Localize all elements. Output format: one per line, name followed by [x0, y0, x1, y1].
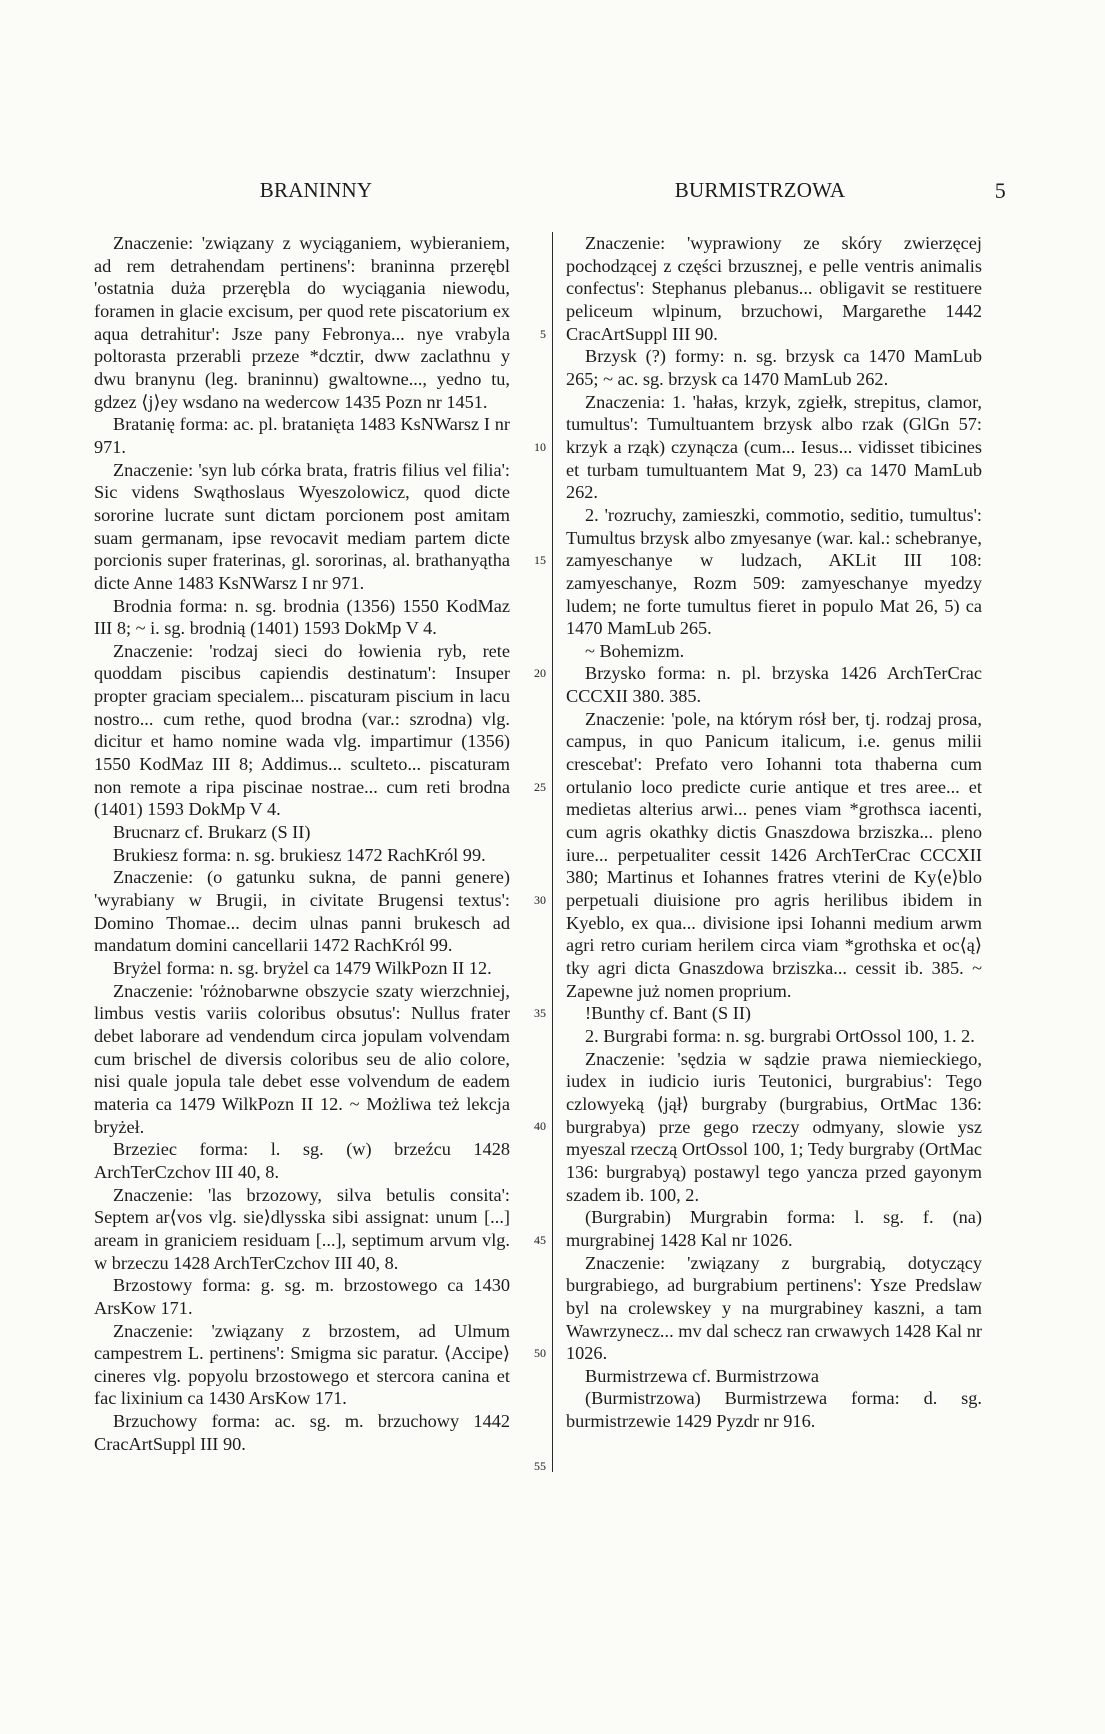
line-number: 15	[534, 553, 546, 568]
left-column-paragraph: Brzostowy forma: g. sg. m. brzostowego ca 1430 ArsKow 171.	[94, 1275, 510, 1318]
line-number: 50	[534, 1345, 546, 1360]
left-column-paragraph: Znaczenie: 'rodzaj sieci do łowienia ryb, rete quoddam piscibus capiendis destinatum': Insuper propter graciam specialem... piscaturam piscium in lacu nostro... cum rethe, quod brodna (var.: szrodna) vlg. dicitur et hamo nomine wada vlg. impartimur (1356) 1550 KodMaz III 8; Addimus... sculteto... piscaturam non remote a ripa piscinae nostrae... cum reti brodna (1401) 1593 DokMp V 4.	[94, 640, 510, 820]
right-column-paragraph: Brzysk (?) formy: n. sg. brzysk ca 1470 MamLub 265; ~ ac. sg. brzysk ca 1470 MamLub 262.	[566, 346, 982, 389]
left-column-paragraph: Znaczenie: 'syn lub córka brata, fratris filius vel filia': Sic videns Swąthoslaus Wyeszolowicz, quod dicte sororine lucrate sunt dictam porcionem post amitam suam germanam, ipse revocavit mediam partem dicte porcionis super fraterinas, gl. sororinas, al. brathanyątha dicte Anne 1483 KsNWarsz I nr 971.	[94, 459, 510, 593]
left-column-paragraph: Brzuchowy forma: ac. sg. m. brzuchowy 1442 CracArtSuppl III 90.	[94, 1411, 510, 1454]
running-head-right: BURMISTRZOWA	[674, 178, 846, 202]
right-column-paragraph: ~ Bohemizm.	[585, 640, 685, 661]
left-column-paragraph: Znaczenie: 'różnobarwne obszycie szaty wierzchniej, limbus vestis variis coloribus obsutus': Nullus frater debet laborare ad vendendum circa jopulam volvendam cum brischel de diversis coloribus seu de alio colore, nisi quale jopula tale debet esse volvendum de eadem materia ca 1479 WilkPozn II 12. ~ Możliwa też lekcja bryżeł.	[94, 980, 510, 1137]
left-column-paragraph: Znaczenie: (o gatunku sukna, de panni genere) 'wyrabiany w Brugii, in civitate Brugensi textus': Domino Thomae... decim ulnas panni brukesch ad mandatum domini cancellarii 1472 RachKról 99.	[94, 867, 510, 956]
right-column-paragraph: 2. Burgrabi forma: n. sg. burgrabi OrtOssol 100, 1. 2.	[585, 1025, 975, 1046]
line-number: 30	[534, 892, 546, 907]
right-column-paragraph: (Burmistrzowa) Burmistrzewa forma: d. sg. burmistrzewie 1429 Pyzdr nr 916.	[566, 1388, 982, 1432]
right-column	[566, 232, 982, 1433]
left-column-paragraph: Bryżel forma: n. sg. bryżel ca 1479 WilkPozn II 12.	[113, 958, 492, 978]
column-rule	[552, 232, 553, 1472]
right-column-paragraph: (Burgrabin) Murgrabin forma: l. sg. f. (na) murgrabinej 1428 Kal nr 1026.	[566, 1207, 982, 1250]
right-column-paragraph: 2. 'rozruchy, zamieszki, commotio, seditio, tumultus': Tumultus brzysk albo zmyesanye (war. kal.: schebranye, zamyeschanye w ludzach, AKLit III 108: zamyeschanye, Rozm 509: zamyeschanye myedzy ludem; ne forte tumultus fieret in populo Mat 26, 5) ca 1470 MamLub 265.	[566, 504, 982, 639]
line-number: 10	[534, 439, 546, 454]
line-number: 20	[534, 666, 546, 681]
running-head-left: BRANINNY	[259, 178, 373, 202]
page-number: 5	[994, 178, 1006, 203]
left-column-paragraph: Brukiesz forma: n. sg. brukiesz 1472 RachKról 99.	[113, 844, 486, 865]
right-column-paragraph: Burmistrzewa cf. Burmistrzowa	[585, 1365, 820, 1386]
right-column-paragraph: Znaczenie: 'sędzia w sądzie prawa niemieckiego, iudex in iudicio iuris Teutonici, burgrabius': Tego czlowyeką ⟨jął⟩ burgraby (burgrabius, OrtMac 136: burgrabya) prze gego rzeczy odmyany, slowie ysz myeszal rzeczą OrtOssol 100, 1; Tedy burgraby (OrtMac 136: burgrabyą) postawyl tego yancza przed gayonym szadem ib. 100, 2.	[566, 1048, 982, 1205]
left-column-paragraph: Bratanię forma: ac. pl. bratanięta 1483 KsNWarsz I nr 971.	[94, 414, 510, 457]
left-column-paragraph: Znaczenie: 'związany z wyciąganiem, wybieraniem, ad rem detrahendam pertinens': braninna przerębl 'ostatnia duża przerębla do wyciągania niewodu, foramen in glacie excisum, per quod rete piscatorium ex aqua detrahitur': Jsze pany Febronya... nye vrabyla poltorasta przerabli przeze *dcztir, dww zaclathnu y dwu branynu (leg. braninnu) gwaltowne..., yedno tu, gdzez ⟨j⟩ey wsdano na wedercow 1435 Pozn nr 1451.	[94, 233, 510, 412]
left-column-paragraph: Znaczenie: 'związany z brzostem, ad Ulmum campestrem L. pertinens': Smigma sic paratur. ⟨Accipe⟩ cineres vlg. popyolu brzostowego et stercora canina et fac lixinium ca 1430 ArsKow 171.	[94, 1320, 510, 1409]
left-column-paragraph: Brodnia forma: n. sg. brodnia (1356) 1550 KodMaz III 8; ~ i. sg. brodnią (1401) 1593 DokMp V 4.	[94, 595, 510, 639]
line-number: 5	[540, 326, 546, 341]
right-column-paragraph: Znaczenie: 'wyprawiony ze skóry zwierzęcej pochodzącej z części brzusznej, e pelle ventris animalis confectus': Stephanus plebanus... obligavit se restituere peliceum wlpinum, brzuchowi, Margarethe 1442 CracArtSuppl III 90.	[566, 233, 982, 344]
left-column-paragraph: Brzeziec forma: l. sg. (w) brzeźcu 1428 ArchTerCzchov III 40, 8.	[94, 1139, 510, 1182]
line-number: 25	[534, 779, 546, 794]
right-column-paragraph: Brzysko forma: n. pl. brzyska 1426 ArchTerCrac CCCXII 380. 385.	[566, 663, 982, 707]
right-column-paragraph: Znaczenie: 'związany z burgrabią, dotyczący burgrabiego, ad burgrabium pertinens': Ysze Predslaw byl na crolewskey y na murgrabiney kaszni, a tam Wawrzynecz... mv dal schecz ran crwawych 1428 Kal nr 1026.	[566, 1252, 982, 1364]
left-column	[94, 232, 510, 1455]
right-column-paragraph: Znaczenie: 'pole, na którym rósł ber, tj. rodzaj prosa, campus, in quo Panicum italicum, i.e. genus milii crescebat': Prefato vero Iohanni tota thaberna cum ortulanio loco predicte curie antique et tres aree... et medietas alterius arwi... penes viam *grothsca iacenti, cum agris okathky dictis Gnaszdowa brziszka... pleno iure... perpetualiter cessit 1426 ArchTerCrac CCCXII 380; Martinus et Iohannes fratres vterini de Ky⟨e⟩blo perpetuali diuisione pro agris herilibus ibidem in Kyeblo, ex qua... divisione ipsi Iohanni medium arwm agri retro curiam herilem circa viam *grothska et oc⟨ą⟩tky agri dicta Gnaszdowa brziszka... cessit ib. 385. ~ Zapewne już nomen proprium.	[566, 708, 982, 1001]
right-column-paragraph: Znaczenia: 1. 'hałas, krzyk, zgiełk, strepitus, clamor, tumultus': Tumultuantem brzysk albo rzak (GlGn 57: krzyk a rząk) czynącza (cum... Iesus... vidisset tibicines et turbam tumultuantem Mat 9, 23) ca 1470 MamLub 262.	[566, 391, 982, 503]
line-number: 40	[534, 1119, 546, 1134]
left-column-paragraph: Brucnarz cf. Brukarz (S II)	[113, 822, 311, 843]
line-number: 55	[534, 1459, 546, 1474]
right-column-paragraph: !Bunthy cf. Bant (S II)	[585, 1003, 752, 1024]
line-number: 35	[534, 1006, 546, 1021]
left-column-paragraph: Znaczenie: 'las brzozowy, silva betulis consita': Septem ar⟨vos vlg. sie⟩dlysska sibi assignat: unum [...] aream in graniciem residuam [...], septimum arvum vlg. w brzeczu 1428 ArchTerCzchov III 40, 8.	[94, 1184, 510, 1273]
line-number: 45	[534, 1232, 546, 1247]
